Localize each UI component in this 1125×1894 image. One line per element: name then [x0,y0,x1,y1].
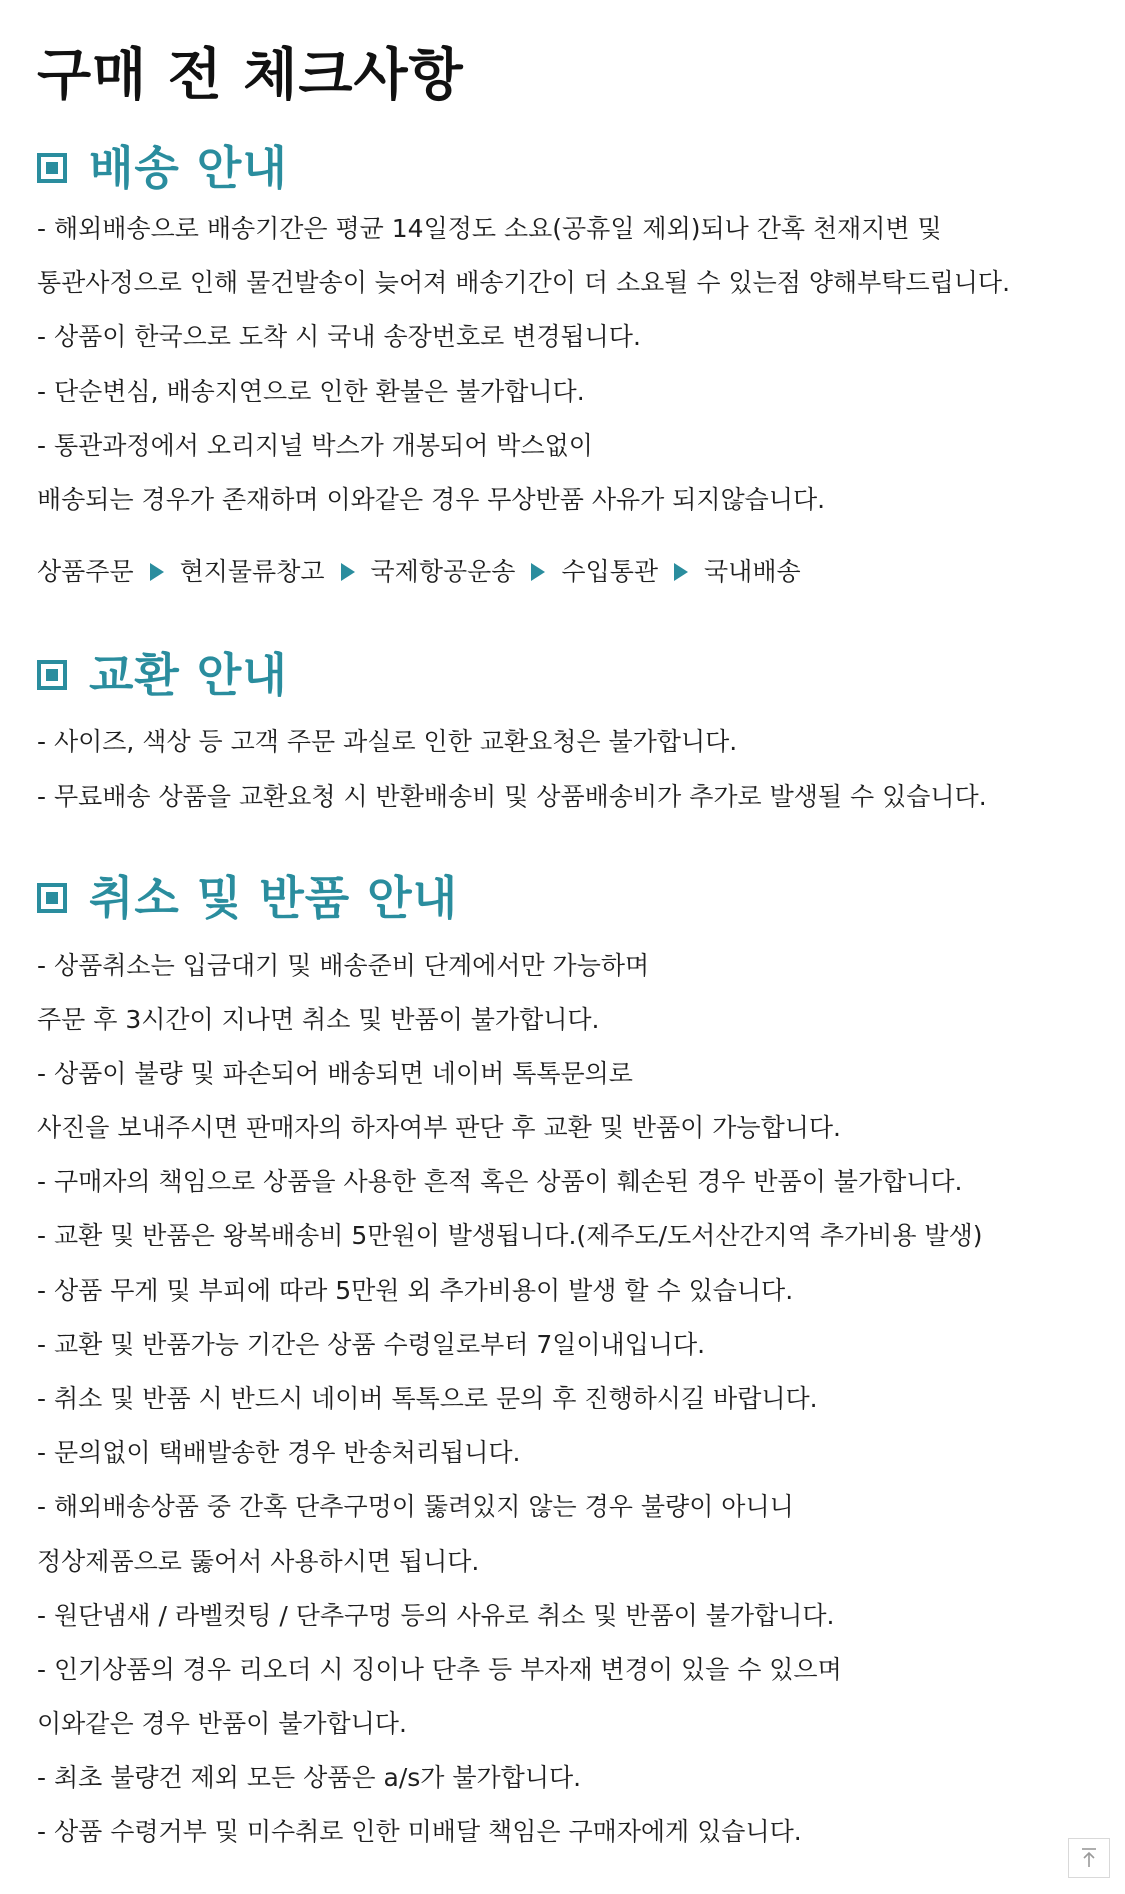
flow-step: 상품주문 [37,557,134,586]
scroll-top-button[interactable] [1068,1838,1110,1878]
cancel-line: - 교환 및 반품가능 기간은 상품 수령일로부터 7일이내입니다. [37,1330,706,1359]
flow-step: 수입통관 [561,557,659,586]
shipping-line: - 단순변심, 배송지연으로 인한 환불은 불가합니다. [37,377,585,406]
cancel-line: - 최초 불량건 제외 모든 상품은 a/s가 불가합니다. [37,1763,582,1792]
triangle-right-icon [531,563,545,581]
cancel-line: - 취소 및 반품 시 반드시 네이버 톡톡으로 문의 후 진행하시길 바랍니다. [37,1384,818,1413]
cancel-line: - 상품 무게 및 부피에 따라 5만원 외 추가비용이 발생 할 수 있습니다. [37,1276,794,1305]
exchange-line: - 무료배송 상품을 교환요청 시 반환배송비 및 상품배송비가 추가로 발생될 수 있습니다. [37,782,987,811]
cancel-line: 사진을 보내주시면 판매자의 하자여부 판단 후 교환 및 반품이 가능합니다. [37,1113,841,1142]
square-bullet-icon [37,883,67,913]
cancel-section-title: 취소 및 반품 안내 [89,871,459,925]
cancel-line: - 상품취소는 입금대기 및 배송준비 단계에서만 가능하며 [37,951,650,980]
flow-step: 현지물류창고 [179,557,325,586]
flow-step: 국내배송 [704,557,801,586]
shipping-section-title: 배송 안내 [89,141,288,195]
cancel-line: 이와같은 경우 반품이 불가합니다. [37,1709,407,1738]
cancel-line: - 상품 수령거부 및 미수취로 인한 미배달 책임은 구매자에게 있습니다. [37,1817,802,1846]
square-bullet-icon [37,153,67,183]
exchange-line: - 사이즈, 색상 등 고객 주문 과실로 인한 교환요청은 불가합니다. [37,727,738,756]
cancel-line: - 원단냄새 / 라벨컷팅 / 단추구멍 등의 사유로 취소 및 반품이 불가합니다. [37,1601,835,1630]
cancel-line: 정상제품으로 뚫어서 사용하시면 됩니다. [37,1547,480,1576]
cancel-line: - 교환 및 반품은 왕복배송비 5만원이 발생됩니다.(제주도/도서산간지역 추가비용 발생) [37,1221,983,1250]
flow-step: 국제항공운송 [370,557,516,586]
shipping-line: - 상품이 한국으로 도착 시 국내 송장번호로 변경됩니다. [37,322,641,351]
arrow-up-to-line-icon [1079,1847,1099,1869]
shipping-line: - 통관과정에서 오리지널 박스가 개봉되어 박스없이 [37,431,593,460]
shipping-line: - 해외배송으로 배송기간은 평균 14일정도 소요(공휴일 제외)되나 간혹 천재지변 및 [37,214,942,243]
triangle-right-icon [674,563,688,581]
square-bullet-icon [37,660,67,690]
shipping-flow [37,554,801,590]
cancel-line: - 인기상품의 경우 리오더 시 징이나 단추 등 부자재 변경이 있을 수 있으며 [37,1655,842,1684]
cancel-line: - 구매자의 책임으로 상품을 사용한 흔적 혹은 상품이 훼손된 경우 반품이 불가합니다. [37,1167,963,1196]
cancel-line: - 해외배송상품 중 간혹 단추구멍이 뚫려있지 않는 경우 불량이 아니니 [37,1492,794,1521]
cancel-line: 주문 후 3시간이 지나면 취소 및 반품이 불가합니다. [37,1005,600,1034]
triangle-right-icon [150,563,164,581]
shipping-section-header [37,136,288,200]
cancel-section-header [37,866,458,930]
exchange-section-title: 교환 안내 [89,648,288,702]
cancel-line: - 문의없이 택배발송한 경우 반송처리됩니다. [37,1438,521,1467]
shipping-line: 배송되는 경우가 존재하며 이와같은 경우 무상반품 사유가 되지않습니다. [37,485,826,514]
page-title: 구매 전 체크사항 [37,43,464,108]
exchange-section-header [37,643,288,707]
shipping-line: 통관사정으로 인해 물건발송이 늦어져 배송기간이 더 소요될 수 있는점 양해부탁드립니다. [37,268,1011,297]
triangle-right-icon [341,563,355,581]
cancel-line: - 상품이 불량 및 파손되어 배송되면 네이버 톡톡문의로 [37,1059,633,1088]
